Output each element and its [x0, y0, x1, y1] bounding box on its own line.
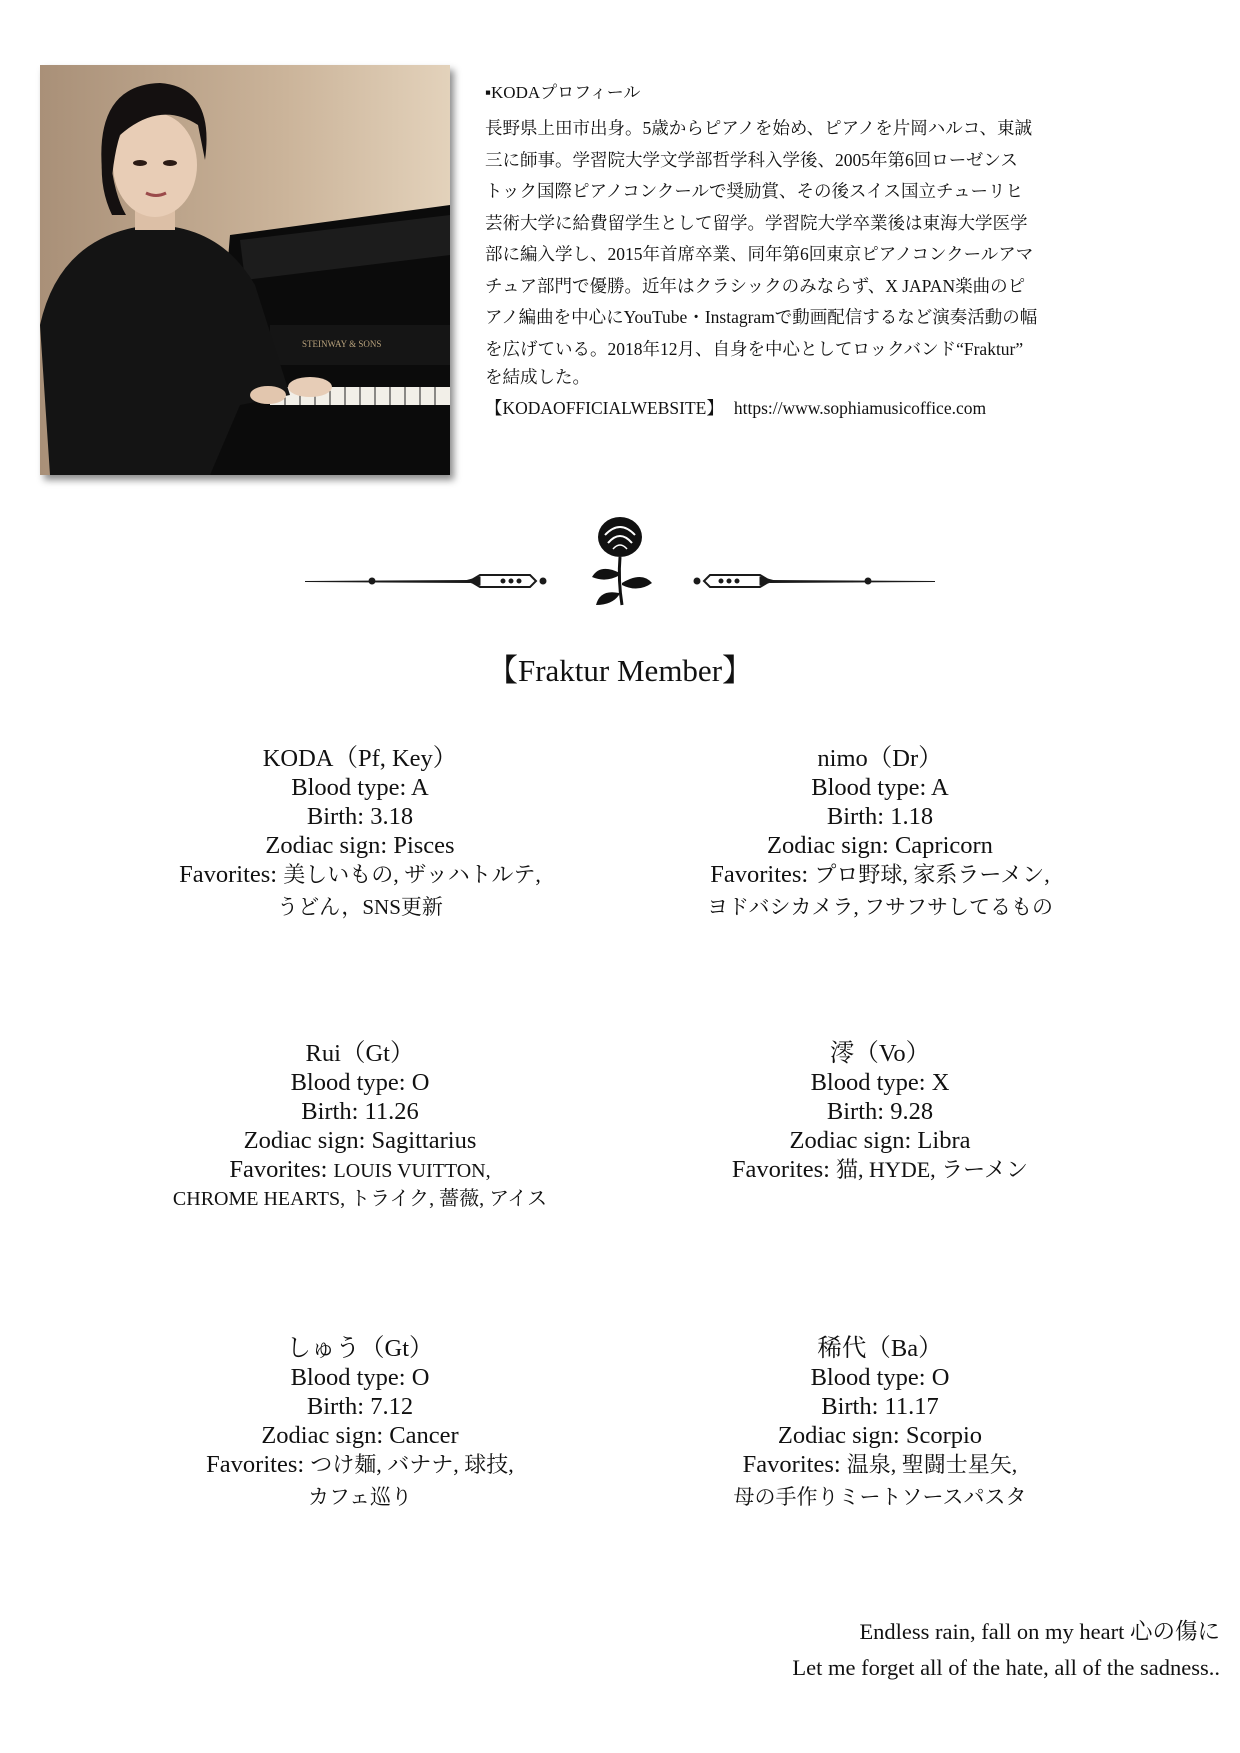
- section-title: 【Fraktur Member】: [486, 653, 754, 688]
- official-website: [485, 395, 1165, 420]
- favorites-line: LOUIS VUITTON,: [333, 1160, 491, 1182]
- member-card-nimo: [630, 744, 1130, 925]
- profile-line: アノ編曲を中心にYouTube・Instagramで動画配信するなど演奏活動の幅: [485, 307, 1038, 327]
- member-zodiac: Zodiac sign: Scorpio: [777, 1422, 983, 1449]
- profile-line: 部に編入学し、2015年首席卒業、同年第6回東京ピアノコンクールアマ: [485, 244, 1034, 264]
- member-name: 澪（Vo）: [829, 1040, 931, 1067]
- piano-player-illustration: [40, 65, 450, 475]
- favorites-line: カフェ巡り: [308, 1485, 412, 1509]
- member-name: Rui（Gt）: [305, 1040, 415, 1067]
- favorites-line: CHROME HEARTS, トライク, 薔薇, アイス: [172, 1188, 548, 1210]
- member-card-shu: [110, 1334, 610, 1515]
- member-card-mio: [630, 1039, 1130, 1184]
- favorites-line: 温泉, 聖闘士星矢,: [846, 1452, 1018, 1477]
- lyrics-line: Let me forget all of the hate, all of the sadness..: [792, 1655, 1220, 1680]
- profile-line: 長野県上田市出身。5歳からピアノを始め、ピアノを片岡ハルコ、東誠: [485, 118, 1033, 138]
- lyrics-line: Endless rain, fall on my heart 心の傷に: [859, 1619, 1220, 1644]
- member-birth: Birth: 3.18: [306, 803, 414, 830]
- website-url-link[interactable]: https://www.sophiamusicoffice.com: [733, 398, 987, 418]
- member-birth: Birth: 7.12: [306, 1393, 414, 1420]
- member-zodiac: Zodiac sign: Pisces: [265, 832, 455, 859]
- member-birth: Birth: 9.28: [826, 1098, 934, 1125]
- member-card-kidai: [630, 1334, 1130, 1515]
- member-blood-type: Blood type: O: [290, 1364, 430, 1391]
- favorites-line: つけ麺, バナナ, 球技,: [310, 1452, 514, 1477]
- member-zodiac: Zodiac sign: Libra: [789, 1127, 971, 1154]
- rose-divider: [300, 505, 940, 620]
- rose-icon: [300, 505, 940, 615]
- member-card-rui: [110, 1039, 610, 1212]
- profile-line: トック国際ピアノコンクールで奨励賞、その後スイス国立チューリヒ: [485, 181, 1023, 201]
- piano-brand: STEINWAY & SONS: [302, 339, 382, 349]
- member-name: 稀代（Ba）: [817, 1335, 943, 1362]
- member-blood-type: Blood type: O: [810, 1364, 950, 1391]
- member-birth: Birth: 11.17: [821, 1393, 939, 1420]
- profile-line: 三に師事。学習院大学文学部哲学科入学後、2005年第6回ローゼンス: [485, 149, 1018, 170]
- favorites-label: Favorites:: [206, 1451, 311, 1478]
- favorites-label: Favorites:: [742, 1451, 847, 1478]
- favorites-label: Favorites:: [710, 861, 815, 888]
- website-label: 【KODAOFFICIALWEBSITE】: [485, 398, 724, 418]
- member-birth: Birth: 1.18: [826, 803, 934, 830]
- profile-line: 芸術大学に給費留学生として留学。学習院大学卒業後は東海大学医学: [485, 212, 1028, 233]
- profile-line: チュア部門で優勝。近年はクラシックのみならず、X JAPAN楽曲のピ: [485, 275, 1026, 296]
- member-zodiac: Zodiac sign: Sagittarius: [243, 1127, 477, 1154]
- favorites-line: うどん，SNS更新: [277, 895, 443, 919]
- member-birth: Birth: 11.26: [301, 1098, 419, 1125]
- profile-heading: ▪KODAプロフィール: [485, 83, 641, 102]
- member-blood-type: Blood type: X: [810, 1069, 950, 1096]
- profile-line: を結成した。: [485, 367, 590, 387]
- koda-profile-photo: [40, 65, 450, 475]
- member-blood-type: Blood type: A: [811, 774, 949, 801]
- favorites-label: Favorites:: [731, 1156, 837, 1183]
- member-name: しゅう（Gt）: [286, 1335, 434, 1362]
- favorites-line: 猫, HYDE, ラーメン: [836, 1157, 1029, 1182]
- favorites-line: ヨドバシカメラ, フサフサしてるもの: [706, 895, 1054, 919]
- member-name: nimo（Dr）: [817, 745, 943, 772]
- member-zodiac: Zodiac sign: Capricorn: [767, 832, 993, 859]
- favorites-line: 美しいもの, ザッハトルテ,: [283, 862, 541, 887]
- profile-line: を広げている。2018年12月、自身を中心としてロックバンド“Fraktur”: [485, 338, 1024, 359]
- lyrics-quote: [792, 1614, 1220, 1686]
- favorites-label: Favorites:: [229, 1156, 334, 1183]
- favorites-line: プロ野球, 家系ラーメン,: [814, 862, 1050, 887]
- koda-profile: [485, 78, 1165, 420]
- favorites-label: Favorites:: [179, 861, 284, 888]
- member-zodiac: Zodiac sign: Cancer: [261, 1422, 459, 1449]
- favorites-line: 母の手作りミートソースパスタ: [733, 1485, 1027, 1509]
- member-name: KODA（Pf, Key）: [262, 745, 458, 772]
- member-blood-type: Blood type: O: [290, 1069, 430, 1096]
- member-card-koda: [110, 744, 610, 925]
- member-blood-type: Blood type: A: [291, 774, 429, 801]
